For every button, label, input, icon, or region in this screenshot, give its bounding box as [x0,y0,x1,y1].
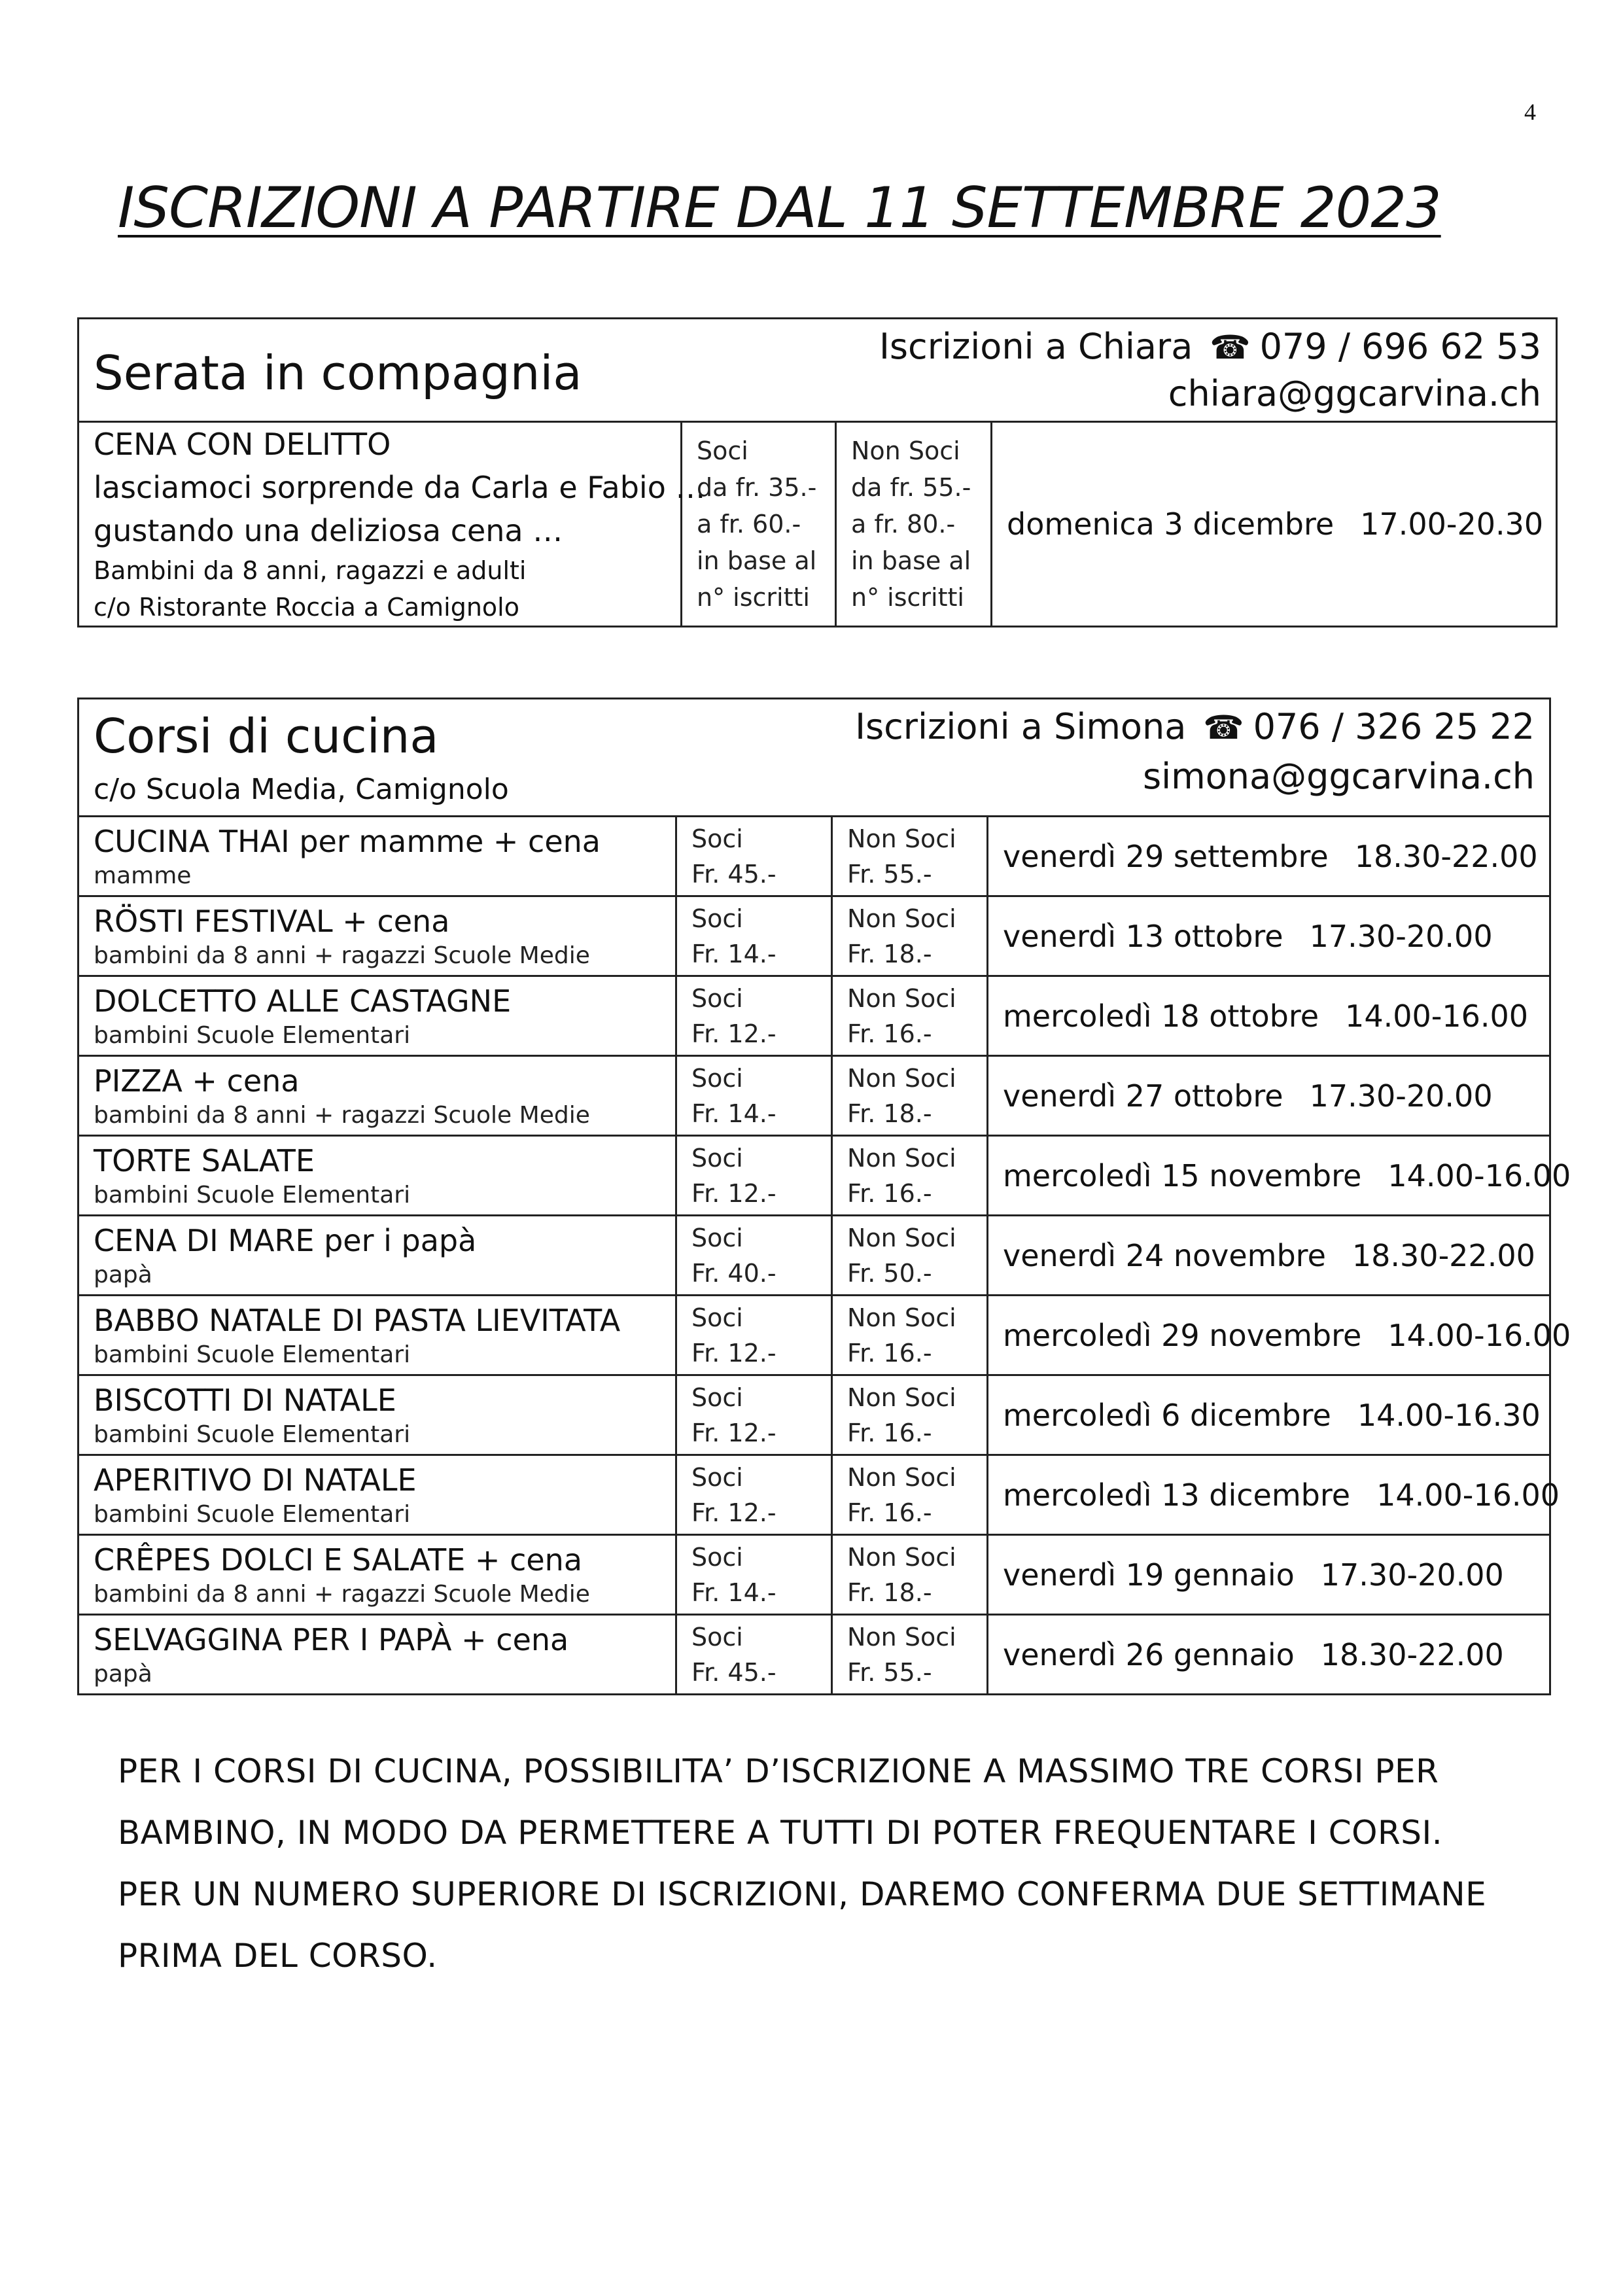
course-row [79,1056,1550,1136]
corsi-contact-label: Iscrizioni a Simona [855,706,1187,747]
course-time: 14.00-16.30 [1357,1397,1541,1433]
nonsoci-price-cell [832,896,988,976]
course-name: RÖSTI FESTIVAL + cena [94,903,450,939]
nonsoci-label: Non Soci [847,1383,956,1412]
course-date: venerdì 13 ottobre [1003,918,1283,954]
nonsoci-label: Non Soci [847,1223,956,1252]
soci-price-cell [676,1615,832,1695]
soci-price: Fr. 45.- [691,1657,777,1687]
nonsoci-price: Fr. 18.- [847,939,932,968]
course-target: bambini Scuole Elementari [94,1341,411,1368]
soci-price-cell [676,1455,832,1535]
nonsoci-price: Fr. 16.- [847,1178,932,1208]
price-line: da fr. 55.- [851,473,971,502]
nonsoci-price-cell [832,817,988,896]
course-name-cell [79,896,676,976]
course-time: 17.30-20.00 [1309,1078,1493,1114]
phone-icon: ☎ [1210,328,1251,366]
soci-price-cell [676,1375,832,1455]
course-target: bambini Scuole Elementari [94,1421,411,1448]
course-time: 14.00-16.00 [1376,1477,1560,1513]
course-target: bambini Scuole Elementari [94,1021,411,1049]
course-name: CRÊPES DOLCI E SALATE + cena [94,1542,583,1578]
course-row [79,817,1550,896]
serata-table [77,317,1558,627]
course-name-cell [79,1296,676,1375]
serata-phone: 079 / 696 62 53 [1259,326,1541,367]
course-row [79,896,1550,976]
registration-note [118,1740,1557,1987]
nonsoci-label: Non Soci [847,904,956,933]
price-line: a fr. 80.- [851,510,956,539]
soci-price-cell [676,896,832,976]
corsi-email[interactable]: simona@ggcarvina.ch [1143,756,1535,797]
course-name: CUCINA THAI per mamme + cena [94,823,601,859]
course-time: 14.00-16.00 [1387,1317,1571,1353]
soci-label: Soci [691,1143,743,1173]
course-name-cell [79,1455,676,1535]
course-date: venerdì 24 novembre [1003,1237,1326,1273]
price-line: in base al [697,546,817,575]
soci-price-cell [676,1535,832,1615]
course-name-cell [79,1615,676,1695]
course-time: 18.30-22.00 [1354,838,1538,874]
course-name-cell [79,1375,676,1455]
course-date-cell [988,1056,1550,1136]
soci-price: Fr. 12.- [691,1498,777,1527]
course-name: BISCOTTI DI NATALE [94,1382,396,1418]
nonsoci-price: Fr. 18.- [847,1578,932,1607]
nonsoci-price: Fr. 16.- [847,1338,932,1368]
soci-price-cell [676,1136,832,1216]
course-target: papà [94,1261,152,1288]
soci-price: Fr. 12.- [691,1019,777,1048]
serata-event-line: lasciamoci sorprende da Carla e Fabio … [94,470,706,505]
course-date: mercoledì 29 novembre [1003,1317,1362,1353]
serata-title: Serata in compagnia [94,345,582,400]
course-target: bambini da 8 anni + ragazzi Scuole Medie [94,1580,590,1608]
soci-price: Fr. 14.- [691,1578,777,1607]
course-date: mercoledì 6 dicembre [1003,1397,1331,1433]
price-line: in base al [851,546,971,575]
course-date: mercoledì 18 ottobre [1003,998,1319,1034]
corsi-title: Corsi di cucina [94,709,439,764]
soci-label: Soci [691,1303,743,1332]
nonsoci-label: Non Soci [847,1622,956,1651]
soci-label: Soci [691,1223,743,1252]
price-line: n° iscritti [697,583,810,612]
course-name: APERITIVO DI NATALE [94,1462,417,1498]
nonsoci-label: Non Soci [847,1303,956,1332]
nonsoci-price: Fr. 55.- [847,859,932,889]
serata-event-name [79,422,706,627]
nonsoci-price: Fr. 16.- [847,1019,932,1048]
course-name: CENA DI MARE per i papà [94,1222,477,1258]
course-name: TORTE SALATE [94,1142,315,1178]
serata-event-line: CENA CON DELITTO [94,427,391,462]
course-name: BABBO NATALE DI PASTA LIEVITATA [94,1302,621,1338]
soci-label: Soci [691,1462,743,1492]
nonsoci-label: Non Soci [847,1542,956,1572]
phone-icon: ☎ [1203,709,1244,747]
course-target: mamme [94,862,192,889]
soci-label: Soci [691,904,743,933]
soci-price: Fr. 14.- [691,939,777,968]
nonsoci-price: Fr. 50.- [847,1258,932,1288]
serata-contact [879,326,1541,367]
course-date-cell [988,1216,1550,1296]
corsi-table [77,698,1571,1695]
course-date-cell [988,1375,1550,1455]
nonsoci-price-cell [832,1296,988,1375]
course-time: 17.30-20.00 [1309,918,1493,954]
event-time: 17.00-20.30 [1360,506,1544,542]
course-name: DOLCETTO ALLE CASTAGNE [94,983,512,1019]
course-time: 14.00-16.00 [1387,1157,1571,1193]
course-time: 14.00-16.00 [1345,998,1529,1034]
nonsoci-price-cell [832,1136,988,1216]
soci-price-cell [676,976,832,1056]
course-target: bambini Scuole Elementari [94,1500,411,1528]
course-time: 18.30-22.00 [1352,1237,1535,1273]
course-date-cell [988,1615,1550,1695]
price-line: Soci [697,436,748,465]
course-date: venerdì 26 gennaio [1003,1636,1295,1672]
course-row [79,1296,1550,1375]
soci-label: Soci [691,983,743,1013]
corsi-rows [79,817,1571,1695]
note-line: BAMBINO, IN MODO DA PERMETTERE A TUTTI DI POTER FREQUENTARE I CORSI. [118,1814,1443,1852]
soci-label: Soci [691,1542,743,1572]
course-row [79,1375,1550,1455]
nonsoci-price-cell [832,1056,988,1136]
price-line: da fr. 35.- [697,473,817,502]
serata-event-small: c/o Ristorante Roccia a Camignolo [94,593,519,622]
course-date-cell [988,1136,1571,1216]
soci-price: Fr. 12.- [691,1178,777,1208]
course-row [79,1615,1550,1695]
price-line: Non Soci [851,436,960,465]
soci-price-cell [676,1296,832,1375]
nonsoci-price-cell [832,1535,988,1615]
corsi-header [79,699,1550,817]
nonsoci-price: Fr. 16.- [847,1418,932,1447]
course-time: 17.30-20.00 [1320,1557,1504,1593]
corsi-phone: 076 / 326 25 22 [1253,706,1535,747]
nonsoci-price-cell [832,1615,988,1695]
course-date-cell [988,896,1550,976]
course-target: bambini da 8 anni + ragazzi Scuole Medie [94,1101,590,1129]
serata-date [992,422,1557,627]
soci-label: Soci [691,1063,743,1093]
course-date: venerdì 29 settembre [1003,838,1329,874]
course-row [79,1136,1550,1216]
soci-price-cell [676,817,832,896]
course-date-cell [988,976,1550,1056]
serata-email[interactable]: chiara@ggcarvina.ch [1168,373,1541,414]
soci-price-cell [676,1056,832,1136]
nonsoci-label: Non Soci [847,983,956,1013]
serata-soci-price [682,422,836,627]
course-name-cell [79,817,676,896]
nonsoci-price: Fr. 16.- [847,1498,932,1527]
serata-contact-label: Iscrizioni a Chiara [879,326,1193,367]
course-target: bambini da 8 anni + ragazzi Scuole Medie [94,942,590,969]
course-date-cell [988,1535,1550,1615]
nonsoci-price: Fr. 18.- [847,1099,932,1128]
note-line: PRIMA DEL CORSO. [118,1937,438,1975]
course-target: papà [94,1660,152,1687]
nonsoci-price: Fr. 55.- [847,1657,932,1687]
course-date: venerdì 27 ottobre [1003,1078,1283,1114]
course-name-cell [79,1056,676,1136]
page-number: 4 [1524,99,1536,125]
course-row [79,976,1550,1056]
course-name-cell [79,1136,676,1216]
nonsoci-label: Non Soci [847,1462,956,1492]
course-date: venerdì 19 gennaio [1003,1557,1295,1593]
course-time: 18.30-22.00 [1320,1636,1504,1672]
nonsoci-price-cell [832,1455,988,1535]
page-title: ISCRIZIONI A PARTIRE DAL 11 SETTEMBRE 2023 [118,175,1441,241]
corsi-subtitle: c/o Scuola Media, Camignolo [94,773,509,806]
nonsoci-price-cell [832,976,988,1056]
price-line: a fr. 60.- [697,510,801,539]
soci-label: Soci [691,1383,743,1412]
note-line: PER UN NUMERO SUPERIORE DI ISCRIZIONI, DAREMO CONFERMA DUE SETTIMANE [118,1875,1487,1913]
course-row [79,1535,1550,1615]
course-date: mercoledì 15 novembre [1003,1157,1362,1193]
course-name-cell [79,976,676,1056]
serata-event-small: Bambini da 8 anni, ragazzi e adulti [94,556,527,585]
soci-label: Soci [691,824,743,853]
course-name: PIZZA + cena [94,1063,300,1099]
course-date-cell [988,817,1550,896]
course-name-cell [79,1216,676,1296]
price-line: n° iscritti [851,583,964,612]
soci-price: Fr. 12.- [691,1338,777,1368]
nonsoci-label: Non Soci [847,824,956,853]
soci-price-cell [676,1216,832,1296]
nonsoci-label: Non Soci [847,1063,956,1093]
serata-nonsoci-price [836,422,992,627]
soci-price: Fr. 45.- [691,859,777,889]
nonsoci-label: Non Soci [847,1143,956,1173]
event-date: domenica 3 dicembre [1007,506,1335,542]
course-date: mercoledì 13 dicembre [1003,1477,1351,1513]
course-name-cell [79,1535,676,1615]
nonsoci-price-cell [832,1375,988,1455]
nonsoci-price-cell [832,1216,988,1296]
soci-price: Fr. 40.- [691,1258,777,1288]
soci-price: Fr. 12.- [691,1418,777,1447]
soci-label: Soci [691,1622,743,1651]
course-row [79,1455,1550,1535]
soci-price: Fr. 14.- [691,1099,777,1128]
course-name: SELVAGGINA PER I PAPÀ + cena [94,1621,569,1657]
course-date-cell [988,1296,1571,1375]
corsi-contact [855,706,1535,747]
course-date-cell [988,1455,1560,1535]
serata-header [79,319,1557,422]
note-line: PER I CORSI DI CUCINA, POSSIBILITA’ D’ISCRIZIONE A MASSIMO TRE CORSI PER [118,1752,1439,1790]
serata-event-line: gustando una deliziosa cena … [94,513,563,548]
course-row [79,1216,1550,1296]
course-target: bambini Scuole Elementari [94,1181,411,1209]
